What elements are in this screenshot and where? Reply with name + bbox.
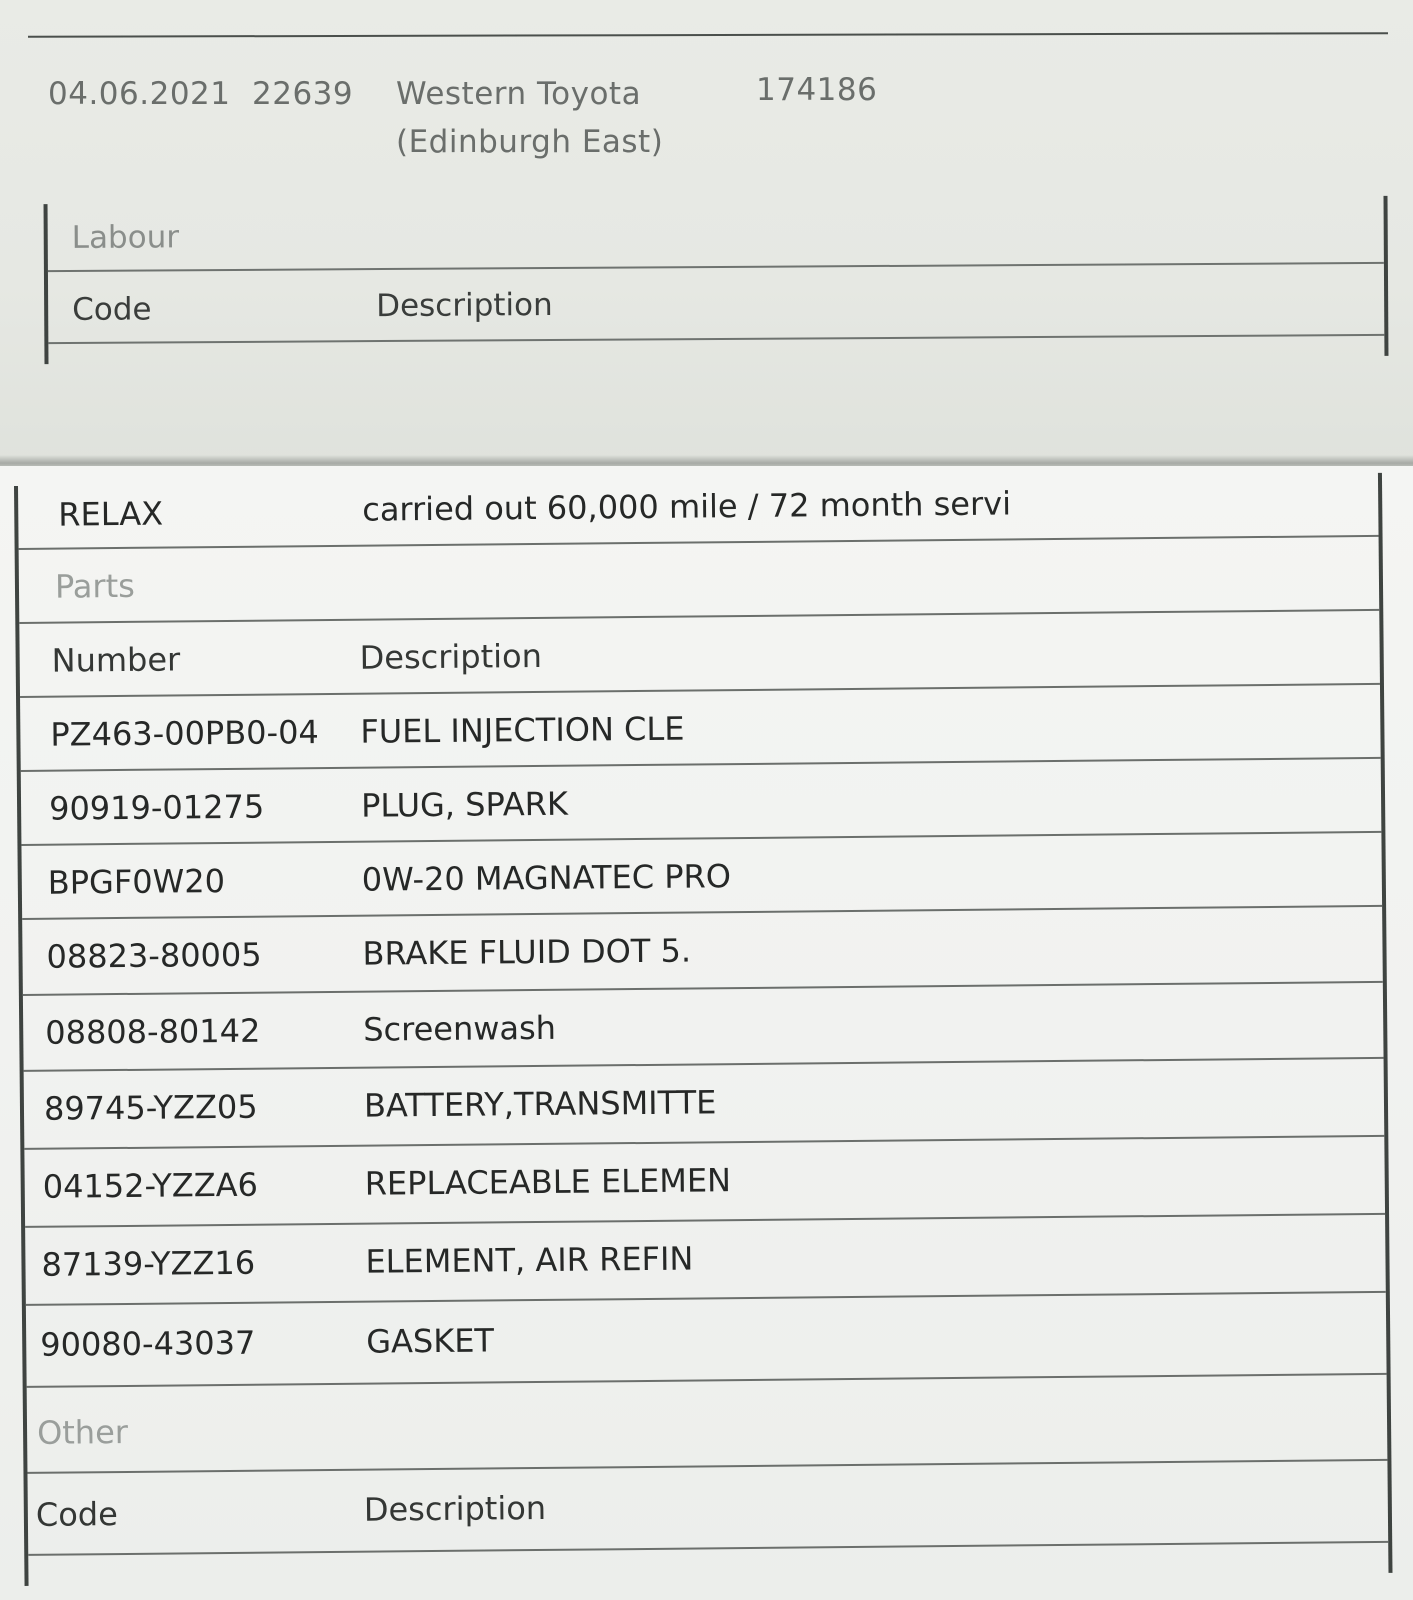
labour-code: RELAX (58, 494, 164, 534)
top-sheet (0, 0, 1413, 470)
parts-col-number: Number (51, 640, 181, 680)
part-number: BPGF0W20 (47, 861, 226, 902)
part-number: 87139-YZZ16 (41, 1243, 256, 1284)
invoice-number: 22639 (252, 76, 354, 112)
part-description: BATTERY,TRANSMITTE (363, 1083, 717, 1125)
part-description: Screenwash (363, 1008, 557, 1049)
part-description: PLUG, SPARK (360, 784, 569, 825)
other-title-row (27, 1373, 1388, 1474)
part-number: PZ463-00PB0-04 (50, 713, 319, 754)
mileage: 174186 (756, 72, 878, 108)
labour-col-description: Description (376, 286, 553, 325)
parts-col-description: Description (359, 636, 543, 677)
part-number: 90080-43037 (40, 1323, 256, 1364)
part-description: 0W-20 MAGNATEC PRO (361, 857, 732, 899)
labour-description: carried out 60,000 mile / 72 month servi (362, 484, 1012, 529)
part-number: 04152-YZZA6 (42, 1165, 259, 1206)
part-number: 89745-YZZ05 (43, 1087, 258, 1128)
other-title: Other (36, 1412, 129, 1452)
table-row (26, 1291, 1387, 1388)
dealer-location: (Edinburgh East) (396, 124, 664, 160)
other-col-description: Description (363, 1488, 547, 1529)
labour-title-divider (48, 262, 1384, 272)
part-description: BRAKE FLUID DOT 5. (362, 931, 692, 973)
labour-header-divider (48, 334, 1384, 344)
top-divider (28, 32, 1388, 38)
service-date: 04.06.2021 (48, 76, 231, 112)
other-col-code: Code (35, 1495, 118, 1534)
part-number: 08808-80142 (45, 1011, 261, 1052)
part-description: REPLACEABLE ELEMEN (364, 1161, 732, 1203)
part-description: GASKET (366, 1321, 495, 1361)
parts-title: Parts (54, 566, 135, 606)
part-number: 08823-80005 (46, 935, 262, 976)
part-number: 90919-01275 (48, 787, 265, 828)
dealer-name: Western Toyota (396, 76, 642, 112)
part-description: FUEL INJECTION CLE (360, 709, 685, 751)
labour-section (44, 196, 1389, 364)
labour-col-code: Code (72, 291, 152, 328)
labour-title: Labour (71, 219, 180, 256)
details-table (14, 473, 1392, 1586)
part-description: ELEMENT, AIR REFIN (365, 1239, 694, 1281)
other-header-row (27, 1459, 1388, 1556)
